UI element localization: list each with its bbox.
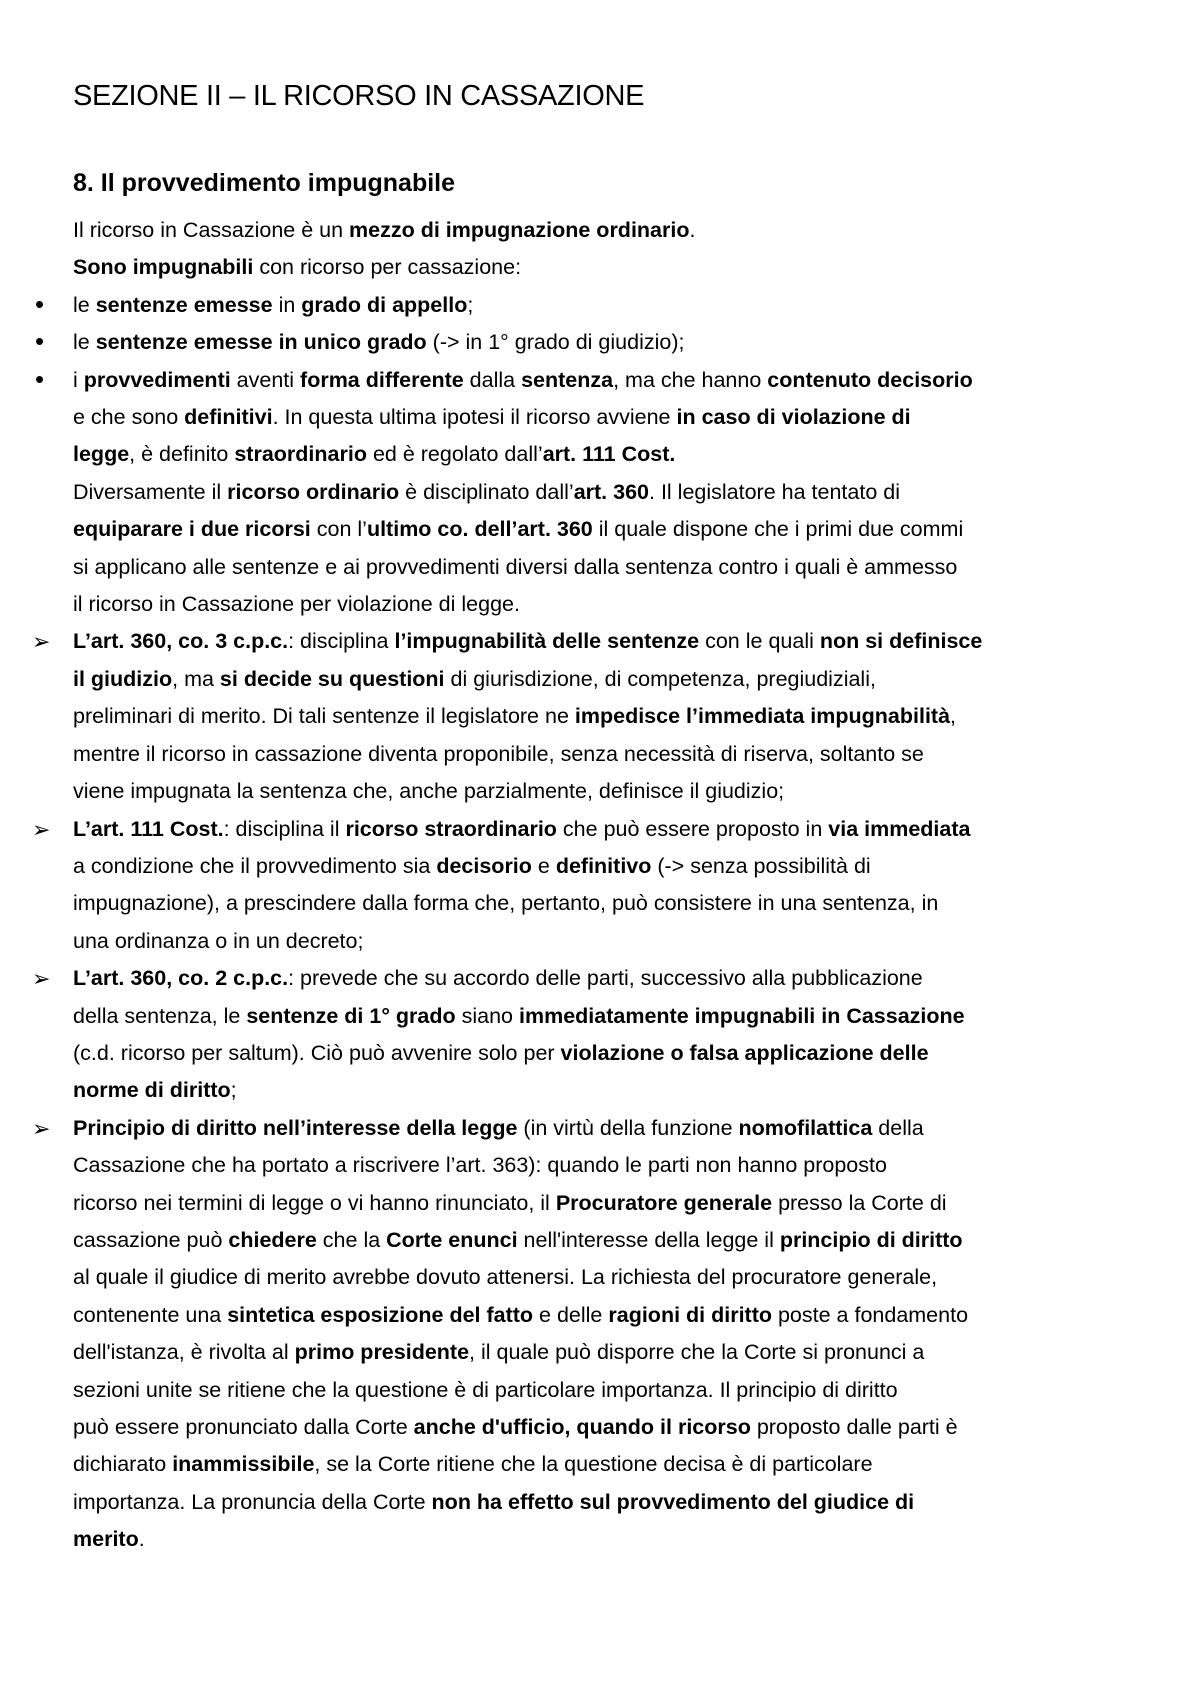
bold-text: definitivi — [184, 405, 273, 430]
text-line — [73, 1409, 1143, 1446]
bold-text: sentenza — [521, 367, 614, 392]
text-run: ricorso nei termini di legge o vi hanno rinunciato, il — [73, 1190, 556, 1215]
text-run: le — [73, 292, 96, 317]
text-line — [73, 474, 1143, 511]
text-line — [73, 1259, 1143, 1296]
text-run: , — [950, 704, 957, 729]
bold-text: Corte enunci — [386, 1227, 518, 1252]
text-run: il ricorso in Cassazione per violazione di legge. — [73, 592, 520, 617]
text-line — [73, 736, 1143, 773]
text-run: importanza. La pronuncia della Corte — [73, 1489, 432, 1514]
text-line — [73, 773, 1143, 810]
text-run: (c.d. ricorso per saltum). Ciò può avvenire solo per — [73, 1040, 561, 1065]
text-run: in — [272, 292, 302, 317]
bold-text: in caso di violazione di — [676, 405, 911, 430]
text-run: sezioni unite se ritiene che la questione è di particolare importanza. Il principio di diritto — [73, 1377, 898, 1402]
bold-text: impedisce l’immediata impugnabilità — [574, 704, 951, 729]
text-line — [73, 623, 1143, 660]
bold-text: L’art. 360, co. 3 c.p.c. — [73, 629, 289, 654]
text-run: contenente una — [73, 1302, 228, 1327]
text-run: dalla — [463, 367, 522, 392]
bold-text: immediatamente impugnabili in Cassazione — [518, 1003, 965, 1028]
text-run: nell'interesse della legge il — [517, 1227, 780, 1252]
bold-text: art. 360 — [573, 479, 649, 504]
bold-text: violazione o falsa applicazione delle — [560, 1040, 929, 1065]
text-run: proposto dalle parti è — [750, 1415, 958, 1439]
text-line — [73, 661, 1143, 698]
arrow-list-item — [0, 811, 1143, 961]
section-title: SEZIONE II – IL RICORSO IN CASSAZIONE — [73, 80, 645, 112]
bold-text: non ha effetto sul provvedimento del giudice di — [431, 1489, 915, 1514]
text-line — [73, 1147, 1143, 1184]
bold-text: Principio di diritto nell’interesse della legge — [73, 1115, 518, 1140]
text-run: Cassazione che ha portato a riscrivere l’art. 363): quando le parti non hanno proposto — [73, 1153, 887, 1178]
text-line — [73, 1484, 1143, 1521]
bullet-list-item — [0, 362, 1143, 624]
text-line — [73, 1185, 1143, 1222]
arrow-list-item — [0, 623, 1143, 810]
arrow-bullet-icon: ➢ — [32, 629, 51, 655]
text-run: , ma — [172, 666, 220, 691]
text-run: con l’ — [310, 517, 367, 542]
text-line — [73, 848, 1143, 885]
bold-text: il giudizio — [73, 666, 173, 691]
text-line — [73, 923, 1143, 960]
text-run: . — [138, 1527, 145, 1552]
text-run: impugnazione), a prescindere dalla forma che, pertanto, può consistere in una sentenza, in — [73, 891, 939, 916]
bullet-icon: • — [35, 288, 45, 319]
text-run: siano — [455, 1003, 519, 1028]
text-run: della sentenza, le — [73, 1003, 247, 1028]
bold-text: ultimo co. dell’art. 360 — [366, 517, 593, 542]
text-run: con le quali — [699, 629, 820, 654]
text-line — [73, 1446, 1143, 1483]
bold-text: forma differente — [300, 367, 464, 392]
text-run: , è definito — [129, 442, 235, 467]
text-line — [73, 436, 1143, 473]
bold-text: inammissibile — [172, 1452, 315, 1477]
text-run: e — [531, 853, 556, 878]
text-run: dell'istanza, è rivolta al — [73, 1340, 295, 1365]
bold-text: ricorso ordinario — [227, 479, 400, 504]
bullet-list-item — [0, 287, 1143, 324]
text-run: e delle — [533, 1302, 609, 1327]
text-run: aventi — [230, 367, 301, 392]
text-run: . Il legislatore ha tentato di — [649, 479, 900, 504]
bold-text: L’art. 360, co. 2 c.p.c. — [73, 966, 289, 991]
text-line — [73, 960, 1143, 997]
text-run: cassazione può — [73, 1227, 229, 1252]
text-run: ; — [230, 1078, 237, 1103]
text-run: , se la Corte ritiene che la questione decisa è di particolare — [314, 1452, 873, 1477]
text-run: i — [73, 367, 84, 392]
arrow-list-item — [0, 1110, 1143, 1559]
chapter-heading: 8. Il provvedimento impugnabile — [73, 169, 456, 197]
text-line — [73, 1521, 1143, 1558]
bullet-icon: • — [35, 326, 45, 357]
text-line — [73, 324, 1143, 361]
text-line — [73, 698, 1143, 735]
bold-text: sintetica esposizione del fatto — [227, 1302, 534, 1327]
text-line — [73, 1035, 1143, 1072]
text-run: una ordinanza o in un decreto; — [73, 928, 364, 953]
intro-paragraph — [0, 249, 1143, 286]
text-line — [73, 287, 1143, 324]
intro-paragraph — [0, 212, 1143, 249]
text-line — [73, 249, 1143, 286]
bold-text: definitivo — [555, 853, 652, 878]
text-run: è disciplinato dall’ — [399, 479, 574, 504]
bold-text: straordinario — [234, 442, 367, 467]
text-line — [73, 811, 1143, 848]
bold-text: primo presidente — [294, 1340, 470, 1365]
bold-text: merito — [73, 1527, 139, 1552]
text-run: il quale dispone che i primi due commi — [592, 517, 964, 542]
text-run: di giurisdizione, di competenza, pregiudiziali, — [444, 666, 876, 691]
text-run: dichiarato — [73, 1452, 173, 1477]
text-run: al quale il giudice di merito avrebbe dovuto attenersi. La richiesta del procuratore generale, — [73, 1265, 938, 1290]
text-run: ; — [467, 292, 474, 317]
bold-text: l’impugnabilità delle sentenze — [394, 629, 700, 654]
bold-text: norme di diritto — [73, 1078, 231, 1103]
text-line — [73, 1334, 1143, 1371]
text-run: ed è regolato dall’ — [366, 442, 543, 467]
bold-text: chiedere — [228, 1227, 317, 1252]
bold-text: ragioni di diritto — [608, 1302, 772, 1327]
bold-text: anche d'ufficio, quando il ricorso — [413, 1415, 751, 1439]
bold-text: sentenze di 1° grado — [246, 1003, 456, 1028]
text-run: . — [689, 218, 696, 242]
arrow-bullet-icon: ➢ — [32, 966, 51, 992]
arrow-bullet-icon: ➢ — [32, 1115, 51, 1141]
text-run: le — [73, 330, 96, 355]
text-line — [73, 212, 1143, 249]
text-line — [73, 399, 1143, 436]
bold-text: Sono impugnabili — [73, 255, 254, 280]
bold-text: via immediata — [828, 816, 971, 841]
text-run: presso la Corte di — [772, 1190, 947, 1215]
bold-text: si decide su questioni — [219, 666, 445, 691]
text-run: poste a fondamento — [772, 1302, 969, 1327]
text-line — [73, 998, 1143, 1035]
text-line — [73, 586, 1143, 623]
text-run: Il ricorso in Cassazione è un — [73, 218, 350, 242]
text-run: può essere pronunciato dalla Corte — [73, 1415, 414, 1439]
bold-text: nomofilattica — [738, 1115, 873, 1140]
text-line — [73, 1110, 1143, 1147]
text-line — [73, 1072, 1143, 1109]
text-run: e che sono — [73, 405, 185, 430]
arrow-bullet-icon: ➢ — [32, 816, 51, 842]
text-run: : disciplina il — [223, 816, 346, 841]
text-run: (in virtù della funzione — [517, 1115, 739, 1140]
text-run: viene impugnata la sentenza che, anche parzialmente, definisce il giudizio; — [73, 779, 785, 804]
text-line — [73, 1372, 1143, 1409]
bold-text: contenuto decisorio — [767, 367, 973, 392]
text-run: che può essere proposto in — [556, 816, 829, 841]
text-run: , il quale può disporre che la Corte si pronunci a — [469, 1340, 925, 1365]
text-run: (-> in 1° grado di giudizio); — [426, 330, 685, 355]
bold-text: legge — [73, 442, 130, 467]
document-body — [0, 212, 1200, 1559]
text-run: della — [872, 1115, 924, 1140]
text-run: preliminari di merito. Di tali sentenze il legislatore ne — [73, 704, 575, 729]
text-run: mentre il ricorso in cassazione diventa proponibile, senza necessità di riserva, soltanto se — [73, 741, 924, 766]
text-run: che la — [316, 1227, 387, 1252]
bold-text: principio di diritto — [779, 1227, 963, 1252]
bold-text: decisorio — [436, 853, 532, 878]
text-line — [73, 511, 1143, 548]
text-line — [73, 1222, 1143, 1259]
text-run: : disciplina — [288, 629, 395, 654]
bold-text: grado di appello — [301, 292, 468, 317]
text-run: a condizione che il provvedimento sia — [73, 853, 437, 878]
bold-text: ricorso straordinario — [345, 816, 557, 841]
text-run: : prevede che su accordo delle parti, successivo alla pubblicazione — [288, 966, 923, 991]
text-run: si applicano alle sentenze e ai provvedimenti diversi dalla sentenza contro i quali è ammesso — [73, 554, 958, 579]
text-run: . In questa ultima ipotesi il ricorso avviene — [272, 405, 677, 430]
text-line — [73, 885, 1143, 922]
bold-text: non si definisce — [819, 629, 983, 654]
bold-text: mezzo di impugnazione ordinario — [349, 218, 690, 242]
arrow-list-item — [0, 960, 1143, 1110]
bold-text: provvedimenti — [83, 367, 231, 392]
bold-text: sentenze emesse in unico grado — [95, 330, 427, 355]
text-line — [73, 362, 1143, 399]
bold-text: equiparare i due ricorsi — [73, 517, 311, 542]
bold-text: sentenze emesse — [95, 292, 273, 317]
text-run: (-> senza possibilità di — [651, 853, 871, 878]
bold-text: art. 111 Cost. — [542, 442, 676, 467]
text-line — [73, 1297, 1143, 1334]
bullet-icon: • — [35, 363, 45, 394]
bold-text: Procuratore generale — [555, 1190, 773, 1215]
text-run: con ricorso per cassazione: — [253, 255, 522, 280]
text-run: Diversamente il — [73, 479, 228, 504]
bold-text: L’art. 111 Cost. — [73, 816, 224, 841]
bullet-list-item — [0, 324, 1143, 361]
text-line — [73, 549, 1143, 586]
text-run: , ma che hanno — [613, 367, 768, 392]
